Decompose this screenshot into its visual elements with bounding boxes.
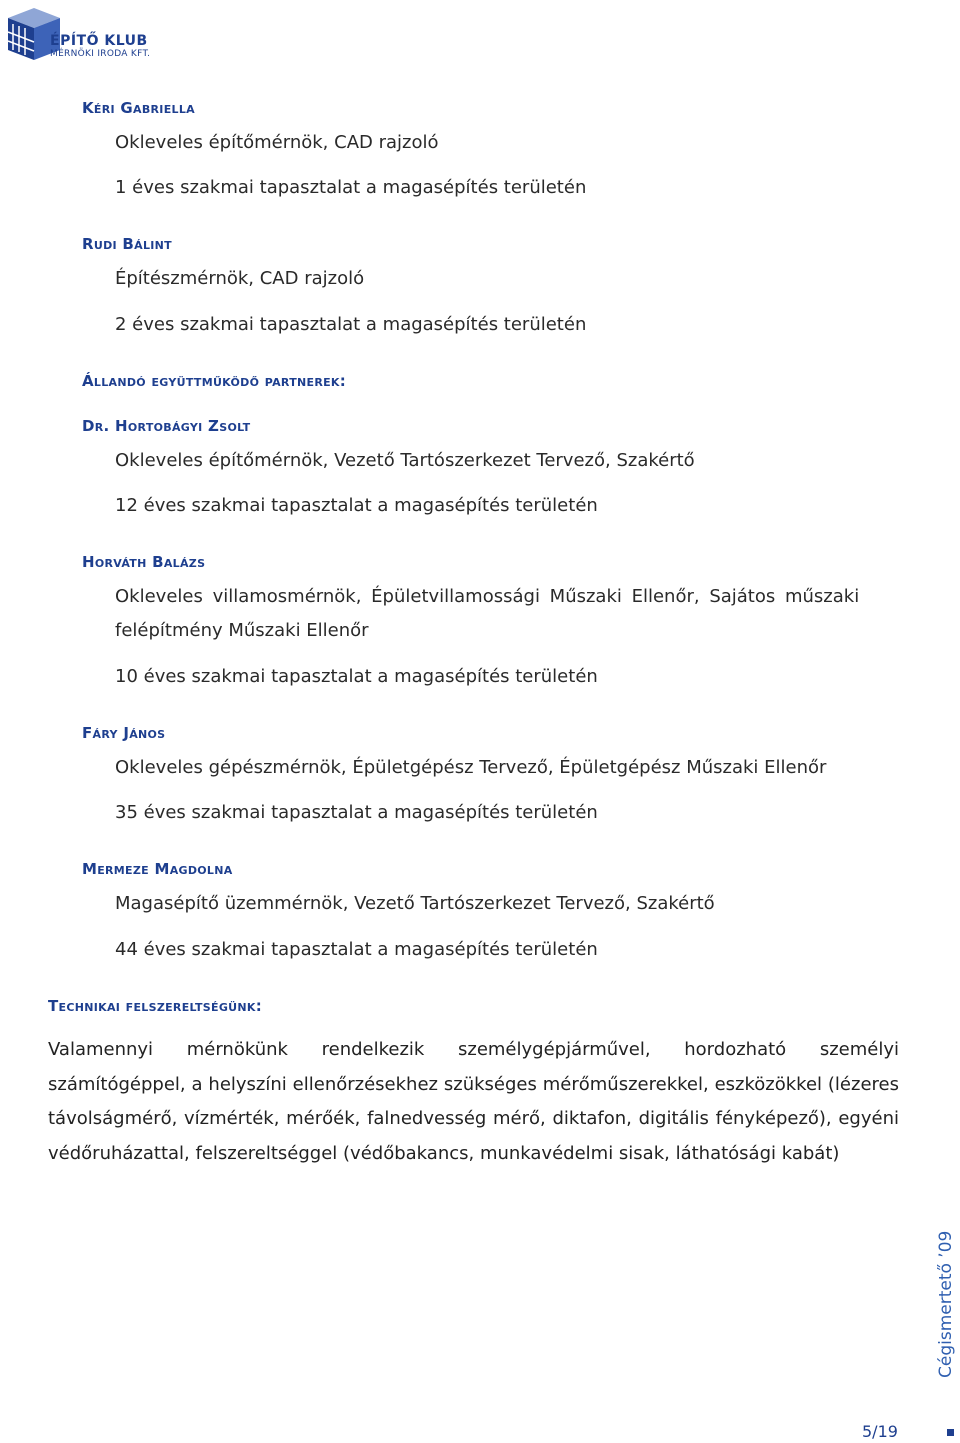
partner-name: Horváth Balázs — [82, 553, 206, 571]
person-detail: Építészmérnök, CAD rajzoló — [115, 268, 365, 289]
partner-detail-text: Okleveles villamosmérnök, Épületvillamossági Műszaki Ellenőr, Sajátos műszaki — [115, 586, 860, 607]
person-detail: 2 éves szakmai tapasztalat a magasépítés területén — [115, 314, 587, 335]
partner-detail: 10 éves szakmai tapasztalat a magasépítés területén — [115, 666, 598, 687]
person-detail: 1 éves szakmai tapasztalat a magasépítés területén — [115, 177, 587, 198]
partner-detail: 12 éves szakmai tapasztalat a magasépítés területén — [115, 495, 598, 516]
tech-paragraph: Valamennyi mérnökünk rendelkezik személygépjárművel, hordozható személyi számítógéppel, a helyszíni ellenőrzésekhez szükséges mérőműszerekkel, eszközökkel (lézeres távolságmérő, vízmérték, mérőék, falnedvesség mérő, diktafon, digitális fényképező), egyéni védőruházattal, felszereltséggel (védőbakancs, munkavédelmi sisak, láthatósági kabát) — [48, 1039, 899, 1164]
partner-detail: 44 éves szakmai tapasztalat a magasépítés területén — [115, 939, 598, 960]
person-name: Rudi Bálint — [82, 235, 172, 253]
page-number: 5/19 — [862, 1422, 898, 1441]
side-label: Cégismertető ’09 — [936, 1230, 956, 1378]
tech-heading: Technikai felszereltségünk: — [48, 997, 263, 1015]
partners-heading: Állandó együttműködő partnerek: — [82, 372, 347, 390]
company-logo — [4, 4, 164, 62]
page-marker-square-icon — [947, 1429, 954, 1436]
logo-subtitle: MÉRNÖKI IRODA KFT. — [50, 49, 151, 59]
partner-detail: Magasépítő üzemmérnök, Vezető Tartószerkezet Tervező, Szakértő — [115, 893, 715, 914]
partner-detail: felépítmény Műszaki Ellenőr — [115, 620, 369, 641]
person-name: Kéri Gabriella — [82, 99, 195, 117]
partner-detail — [115, 586, 899, 607]
partner-detail: 35 éves szakmai tapasztalat a magasépítés területén — [115, 802, 598, 823]
partner-detail: Okleveles építőmérnök, Vezető Tartószerkezet Tervező, Szakértő — [115, 450, 695, 471]
person-detail: Okleveles építőmérnök, CAD rajzoló — [115, 132, 439, 153]
partner-name: Fáry János — [82, 724, 166, 742]
partner-name: Mermeze Magdolna — [82, 860, 233, 878]
logo-title: ÉPÍTŐ KLUB — [50, 33, 148, 49]
partner-detail: Okleveles gépészmérnök, Épületgépész Tervező, Épületgépész Műszaki Ellenőr — [115, 757, 827, 778]
partner-name: Dr. Hortobágyi Zsolt — [82, 417, 251, 435]
